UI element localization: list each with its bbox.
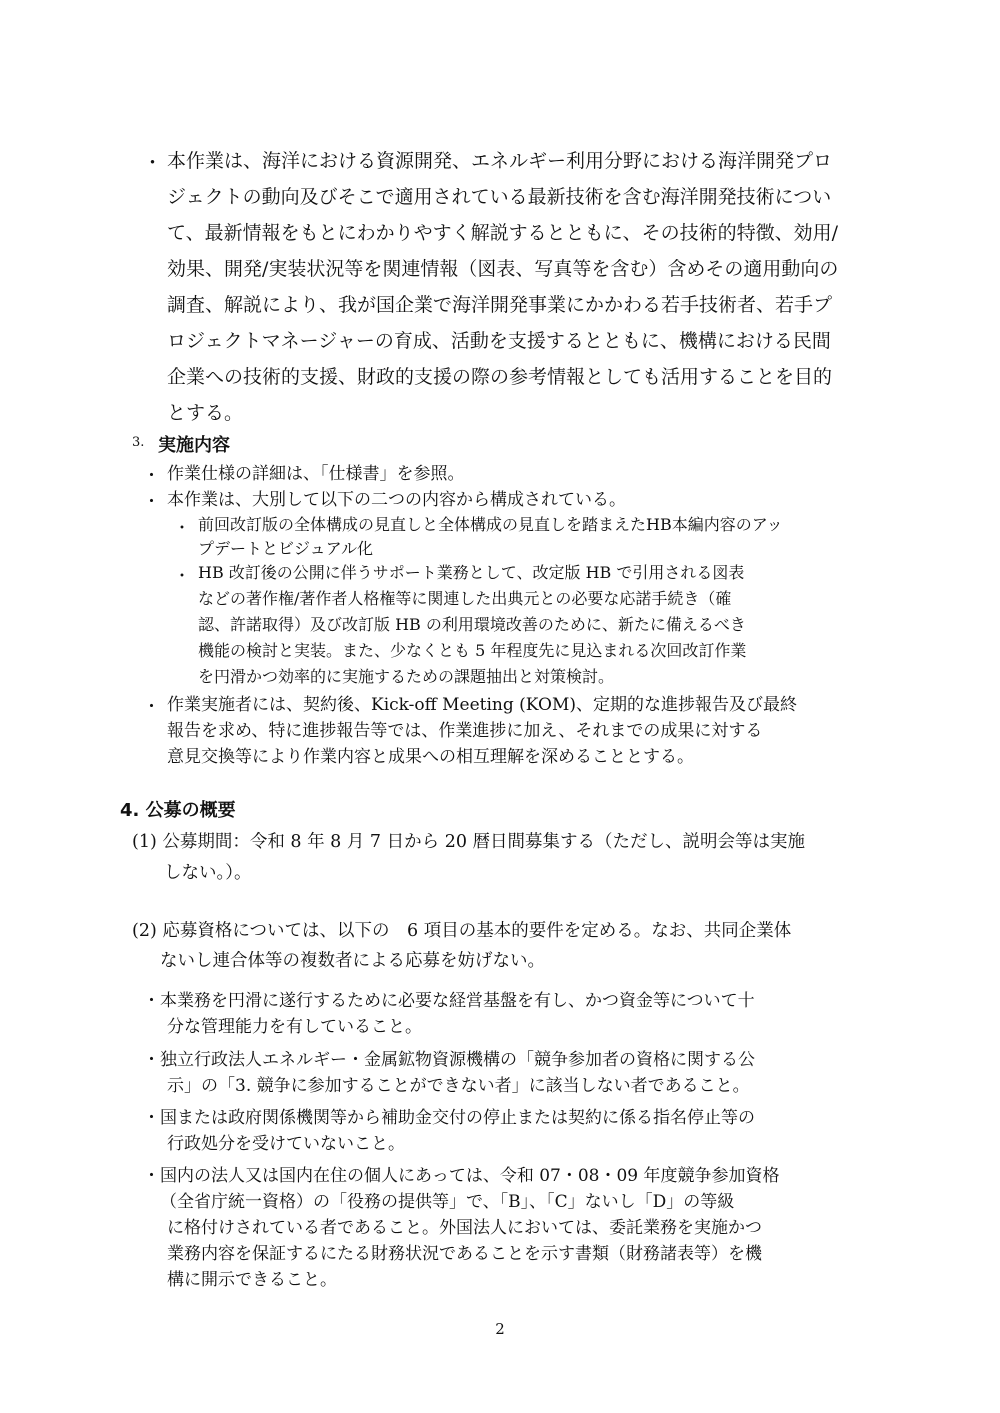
page-number: 2 bbox=[495, 1320, 505, 1338]
requirement-4-line: （全省庁統一資格）の「役務の提供等」で、「B」、「C」ないし「D」の等級 bbox=[160, 1192, 735, 1212]
requirement-2-line: 示」の「3. 競争に参加することができない者」に該当しない者であること。 bbox=[167, 1076, 750, 1096]
requirement-2-line: ・独立行政法人エネルギー・金属鉱物資源機構の「競争参加者の資格に関する公 bbox=[143, 1050, 755, 1070]
requirement-3-line: 行政処分を受けていないこと。 bbox=[167, 1134, 405, 1154]
intro-line: 調査、解説により、我が国企業で海洋開発事業にかかわる若手技術者、若手プ bbox=[167, 294, 833, 316]
section-3-number: 3. bbox=[132, 435, 145, 450]
intro-line: 本作業は、海洋における資源開発、エネルギー利用分野における海洋開発プロ bbox=[167, 150, 833, 172]
section-3-bullet-3-line: 作業実施者には、契約後、Kick-off Meeting (KOM)、定期的な進捗報告及び最終 bbox=[167, 695, 798, 715]
requirement-4-line: 業務内容を保証するにたる財務状況であることを示す書類（財務諸表等）を機 bbox=[167, 1244, 762, 1264]
section-4-heading: 4. 公募の概要 bbox=[120, 800, 236, 821]
section-3-bullet-2: 本作業は、大別して以下の二つの内容から構成されている。 bbox=[167, 490, 626, 510]
item-2-line: ないし連合体等の複数者による応募を妨げない。 bbox=[160, 951, 545, 971]
bullet-marker: ・ bbox=[174, 566, 191, 585]
bullet-marker: ・ bbox=[143, 152, 163, 174]
intro-line: て、最新情報をもとにわかりやすく解説するとともに、その技術的特徴、効用/ bbox=[167, 222, 839, 244]
sub-item-2-line: などの著作権/著作者人格権等に関連した出典元との必要な応諾手続き（確 bbox=[198, 589, 732, 608]
requirement-1-line: 分な管理能力を有していること。 bbox=[167, 1017, 422, 1037]
bullet-marker: ・ bbox=[174, 518, 191, 537]
sub-item-1-line: 前回改訂版の全体構成の見直しと全体構成の見直しを踏まえたHB本編内容のアッ bbox=[198, 515, 783, 534]
sub-item-2-line: を円滑かつ効率的に実施するための課題抽出と対策検討。 bbox=[198, 667, 615, 686]
intro-line: 企業への技術的支援、財政的支援の際の参考情報としても活用することを目的 bbox=[167, 366, 833, 388]
requirement-4-line: 構に開示できること。 bbox=[167, 1270, 337, 1290]
bullet-marker: ・ bbox=[143, 492, 160, 512]
intro-line: ロジェクトマネージャーの育成、活動を支援するとともに、機構における民間 bbox=[167, 330, 831, 352]
section-3-title: 実施内容 bbox=[158, 435, 230, 456]
intro-line: とする。 bbox=[167, 402, 244, 424]
section-3-bullet-1: 作業仕様の詳細は、「仕様書」を参照。 bbox=[167, 464, 465, 484]
intro-line: 効果、開発/実装状況等を関連情報（図表、写真等を含む）含めその適用動向の bbox=[167, 258, 839, 280]
section-3-bullet-3-line: 意見交換等により作業内容と成果への相互理解を深めることとする。 bbox=[167, 747, 694, 767]
section-3-bullet-3-line: 報告を求め、特に進捗報告等では、作業進捗に加え、それまでの成果に対する bbox=[167, 721, 763, 741]
item-1-line: (1) 公募期間：令和 8 年 8 月 7 日から 20 暦日間募集する（ただし、説明会等は実施 bbox=[132, 832, 806, 852]
item-2-line: (2) 応募資格については、以下の 6 項目の基本的要件を定める。なお、共同企業体 bbox=[132, 921, 792, 941]
requirement-4-line: に格付けされている者であること。外国法人においては、委託業務を実施かつ bbox=[167, 1218, 762, 1238]
item-1-line: しない。）。 bbox=[164, 863, 252, 883]
requirement-4-line: ・国内の法人又は国内在住の個人にあっては、令和 07・08・09 年度競争参加資格 bbox=[143, 1166, 780, 1186]
requirement-1-line: ・本業務を円滑に遂行するために必要な経営基盤を有し、かつ資金等について十 bbox=[143, 991, 755, 1011]
bullet-marker: ・ bbox=[143, 697, 160, 717]
requirement-3-line: ・国または政府関係機関等から補助金交付の停止または契約に係る指名停止等の bbox=[143, 1108, 755, 1128]
sub-item-2-line: 機能の検討と実装。また、少なくとも 5 年程度先に見込まれる次回改訂作業 bbox=[198, 641, 747, 660]
sub-item-1-line: プデートとビジュアル化 bbox=[198, 539, 374, 558]
sub-item-2-line: 認、許諾取得）及び改訂版 HB の利用環境改善のために、新たに備えるべき bbox=[198, 615, 746, 634]
intro-line: ジェクトの動向及びそこで適用されている最新技術を含む海洋開発技術につい bbox=[167, 186, 832, 208]
bullet-marker: ・ bbox=[143, 466, 160, 486]
sub-item-2-line: HB 改訂後の公開に伴うサポート業務として、改定版 HB で引用される図表 bbox=[198, 563, 745, 582]
